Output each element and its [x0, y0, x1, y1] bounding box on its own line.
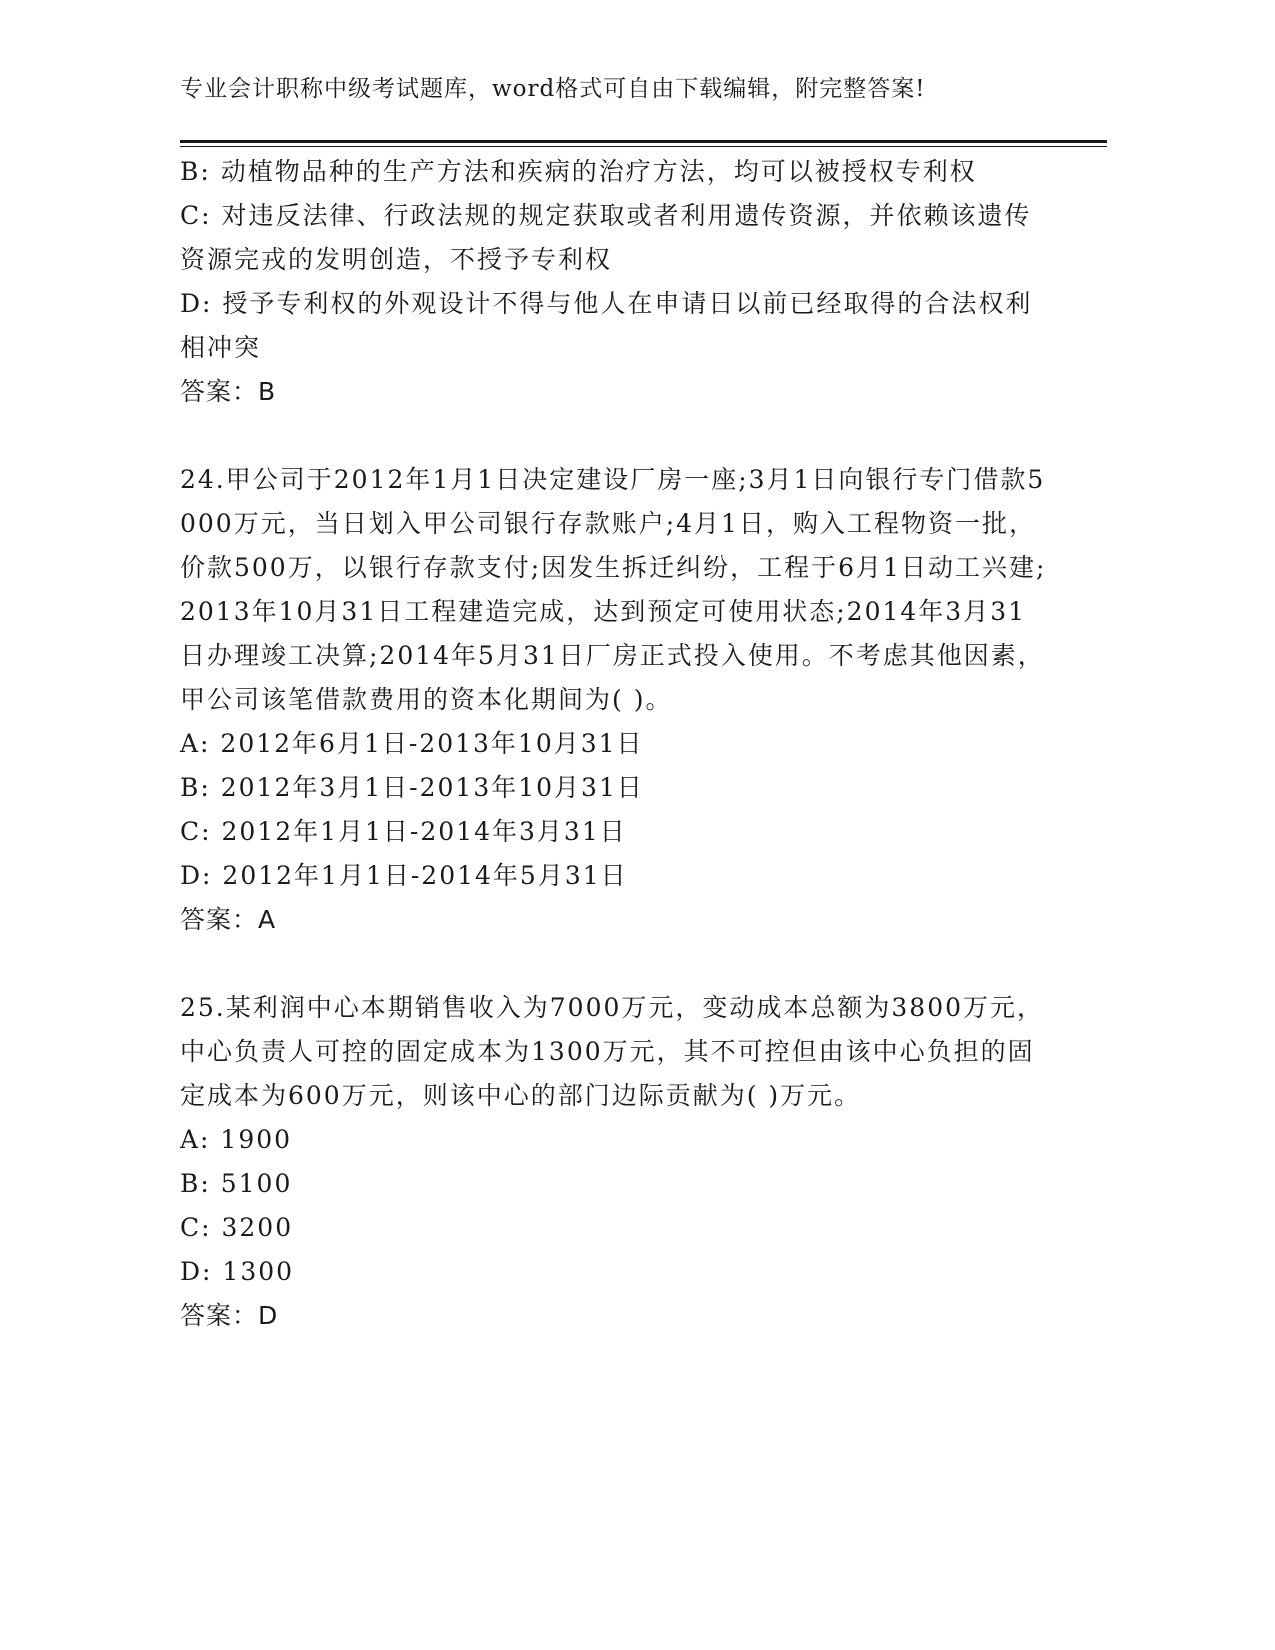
question-stem: 24.甲公司于2012年1月1日决定建设厂房一座;3月1日向银行专门借款5000万元，当日划入甲公司银行存款账户;4月1日，购入工程物资一批，价款500万，以银行存款支付;因发生拆迁纠纷，工程于6月1日动工兴建;2013年10月31日工程建造完成，达到预定可使用状态;2014年3月31日办理竣工决算;2014年5月31日厂房正式投入使用。不考虑其他因素，甲公司该笔借款费用的资本化期间为( )。	[180, 465, 1047, 714]
option-a: A: 2012年6月1日-2013年10月31日	[180, 729, 644, 758]
answer: 答案：B	[180, 377, 277, 406]
answer: 答案：A	[180, 905, 277, 934]
header-rule-thin	[180, 146, 1107, 147]
question-25	[180, 986, 1050, 1338]
option-b: B: 动植物品种的生产方法和疾病的治疗方法，均可以被授权专利权	[180, 157, 977, 186]
page-header: 专业会计职称中级考试题库，word格式可自由下载编辑，附完整答案!	[180, 76, 926, 102]
option-d: D: 1300	[180, 1257, 295, 1286]
option-c: C: 3200	[180, 1213, 294, 1242]
option-d: D: 2012年1月1日-2014年5月31日	[180, 861, 628, 890]
document-body	[180, 150, 1050, 1338]
option-b: B: 2012年3月1日-2013年10月31日	[180, 773, 644, 802]
question-24	[180, 458, 1050, 942]
header-rule-thick	[180, 140, 1107, 143]
option-d: D: 授予专利权的外观设计不得与他人在申请日以前已经取得的合法权利相冲突	[180, 289, 1033, 362]
answer: 答案：D	[180, 1301, 279, 1330]
option-c: C: 对违反法律、行政法规的规定获取或者利用遗传资源，并依赖该遗传资源完戎的发明创造，不授予专利权	[180, 201, 1032, 274]
option-b: B: 5100	[180, 1169, 293, 1198]
option-c: C: 2012年1月1日-2014年3月31日	[180, 817, 627, 846]
previous-question	[180, 150, 1050, 414]
option-a: A: 1900	[180, 1125, 293, 1154]
question-stem: 25.某利润中心本期销售收入为7000万元，变动成本总额为3800万元，中心负责人可控的固定成本为1300万元，其不可控但由该中心负担的固定成本为600万元，则该中心的部门边际贡献为( )万元。	[180, 993, 1045, 1110]
